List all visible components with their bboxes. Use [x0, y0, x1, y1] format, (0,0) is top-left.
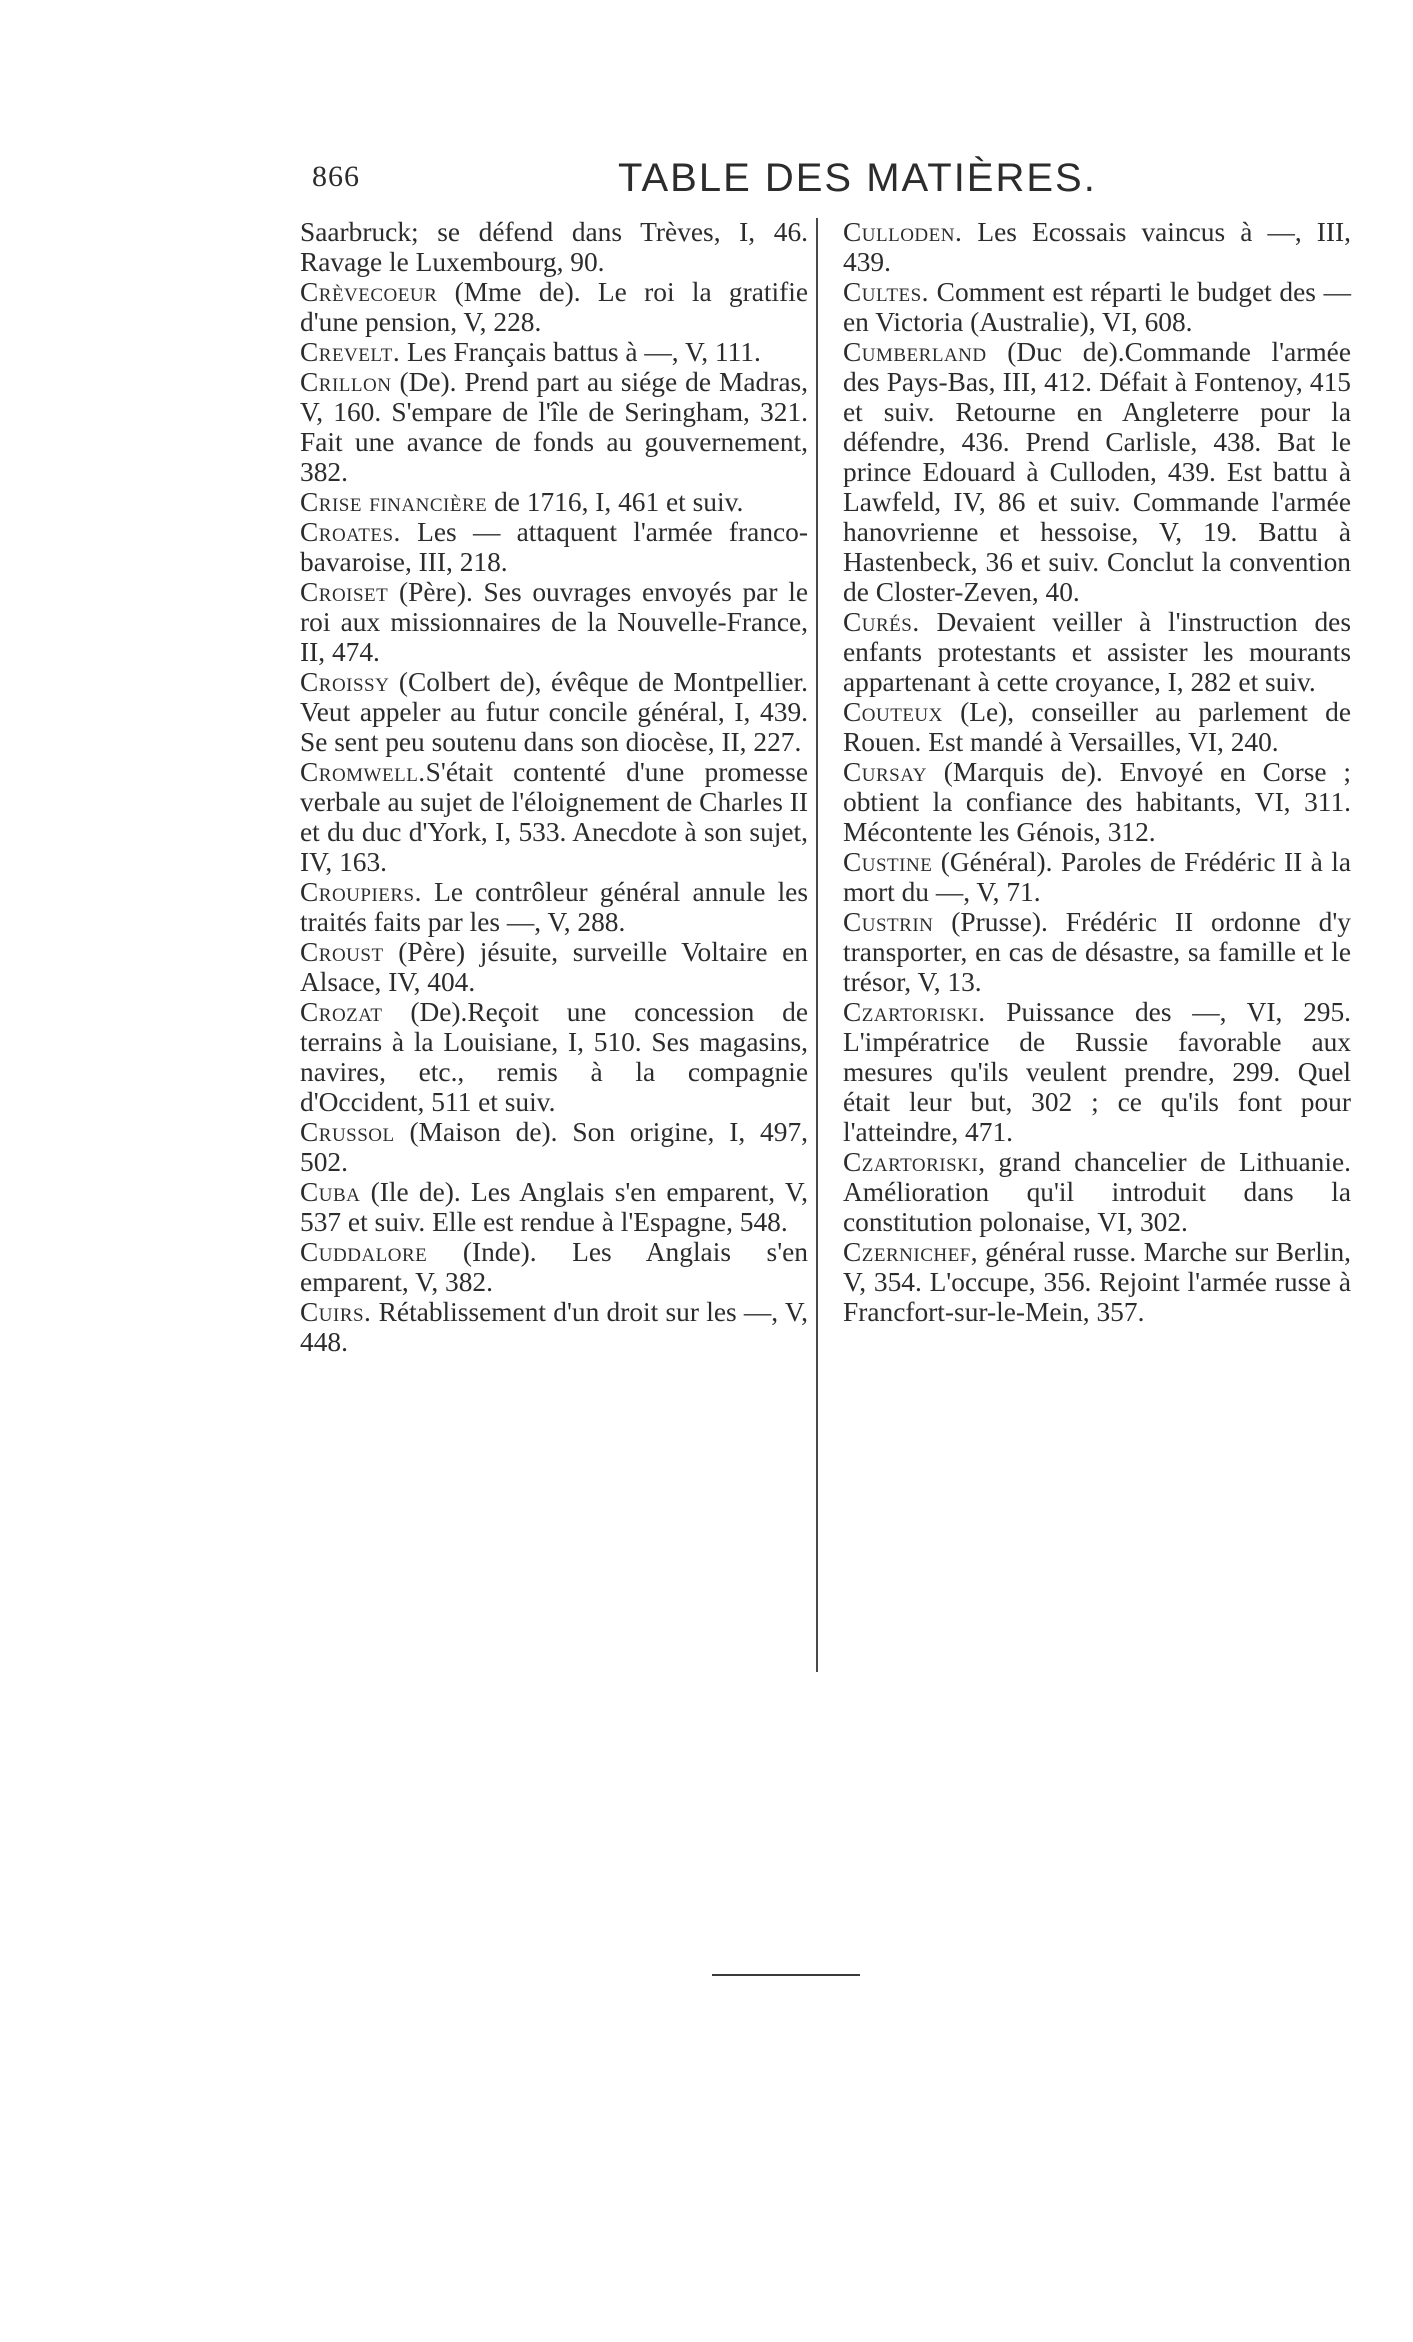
index-entry: [843, 277, 1351, 337]
index-entry: [300, 1177, 808, 1237]
entry-text: (Colbert de), évêque de Montpellier. Veut appeler au futur concile général, I, 439. Se sent peu soutenu dans son diocèse, II, 227.: [300, 667, 808, 757]
entry-text: (Général). Paroles de Frédéric II à la mort du —, V, 71.: [843, 847, 1351, 907]
index-entry: [843, 1147, 1351, 1237]
entry-text: (Père) jésuite, surveille Voltaire en Alsace, IV, 404.: [300, 937, 808, 997]
entry-text: Comment est réparti le budget des — en Victoria (Australie), VI, 608.: [843, 277, 1351, 337]
index-entry: [843, 217, 1351, 277]
index-entry: Saarbruck; se défend dans Trèves, I, 46. Ravage le Luxembourg, 90.: [300, 217, 808, 277]
entry-heading: Croust: [300, 937, 384, 967]
page-number: 866: [312, 160, 360, 193]
index-entry: [843, 337, 1351, 607]
index-entry: [843, 757, 1351, 847]
index-entry: [843, 697, 1351, 757]
entry-text: (Ile de). Les Anglais s'en emparent, V, 537 et suiv. Elle est rendue à l'Espagne, 548.: [300, 1177, 808, 1237]
entry-heading: Croiset: [300, 577, 389, 607]
entry-heading: Croissy: [300, 667, 390, 697]
entry-text: (Prusse). Frédéric II ordonne d'y transporter, en cas de désastre, sa famille et le trésor, V, 13.: [843, 907, 1351, 997]
entry-text: (De).Reçoit une concession de terrains à la Louisiane, I, 510. Ses magasins, navires, etc., remis à la compagnie d'Occident, 511 et suiv.: [300, 997, 808, 1117]
index-entry: [300, 997, 808, 1117]
entry-heading: Croates.: [300, 517, 401, 547]
entry-text: , grand chancelier de Lithuanie. Amélioration qu'il introduit dans la constitution polonaise, VI, 302.: [843, 1147, 1351, 1237]
entry-heading: Crozat: [300, 997, 383, 1027]
entry-text: S'était contenté d'une promesse verbale au sujet de l'éloignement de Charles II et du duc d'York, I, 533. Anecdote à son sujet, IV, 163.: [300, 757, 808, 877]
entry-text: Le contrôleur général annule les traités faits par les —, V, 288.: [300, 877, 808, 937]
index-entry: [300, 667, 808, 757]
entry-heading: Crevelt.: [300, 337, 401, 367]
entry-heading: Cuba: [300, 1177, 361, 1207]
entry-heading: Cumberland: [843, 337, 987, 367]
right-column: [843, 217, 1351, 1327]
entry-text: (De). Prend part au siége de Madras, V, 160. S'empare de l'île de Seringham, 321. Fait une avance de fonds au gouvernement, 382.: [300, 367, 808, 487]
entry-text: Les Ecossais vaincus à —, III, 439.: [843, 217, 1351, 277]
entry-heading: Cuddalore: [300, 1237, 428, 1267]
index-entry: [300, 487, 808, 517]
entry-heading: Cursay: [843, 757, 927, 787]
index-entry: [300, 277, 808, 337]
entry-heading: Curés.: [843, 607, 920, 637]
entry-heading: Cuirs.: [300, 1297, 372, 1327]
entry-text: , général russe. Marche sur Berlin, V, 354. L'occupe, 356. Rejoint l'armée russe à Francfort-sur-le-Mein, 357.: [843, 1237, 1351, 1327]
entry-heading: Custine: [843, 847, 933, 877]
index-entry: [300, 757, 808, 877]
entry-text: (Père). Ses ouvrages envoyés par le roi aux missionnaires de la Nouvelle-France, II, 474.: [300, 577, 808, 667]
index-entry: [300, 1117, 808, 1177]
entry-heading: Czernichef: [843, 1237, 971, 1267]
index-entry: [843, 997, 1351, 1147]
index-entry: [843, 1237, 1351, 1327]
entry-text: Puissance des —, VI, 295. L'impératrice de Russie favorable aux mesures qu'ils veulent prendre, 299. Quel était leur but, 302 ; ce qu'ils font pour l'atteindre, 471.: [843, 997, 1351, 1147]
entry-heading: Crèvecoeur: [300, 277, 438, 307]
index-entry: [843, 847, 1351, 907]
index-entry: [300, 517, 808, 577]
entry-heading: Crillon: [300, 367, 392, 397]
entry-text: (Mme de). Le roi la gratifie d'une pension, V, 228.: [300, 277, 808, 337]
entry-heading: Crise financière: [300, 487, 488, 517]
entry-text: de 1716, I, 461 et suiv.: [487, 487, 744, 517]
index-entry: [843, 607, 1351, 697]
entry-text: Devaient veiller à l'instruction des enfants protestants et assister les mourants appartenant à cette croyance, I, 282 et suiv.: [843, 607, 1351, 697]
index-entry: [300, 577, 808, 667]
column-divider: [816, 218, 818, 1672]
entry-text: (Inde). Les Anglais s'en emparent, V, 382.: [300, 1237, 808, 1297]
index-entry: [300, 877, 808, 937]
end-rule: [712, 1974, 860, 1976]
entry-heading: Crussol: [300, 1117, 395, 1147]
index-entry: [300, 937, 808, 997]
left-column: [300, 217, 808, 1357]
entry-text: Les Français battus à —, V, 111.: [400, 337, 761, 367]
entry-text: (Marquis de). Envoyé en Corse ; obtient la confiance des habitants, VI, 311. Mécontente les Génois, 312.: [843, 757, 1351, 847]
entry-text: (Le), conseiller au parlement de Rouen. Est mandé à Versailles, VI, 240.: [843, 697, 1351, 757]
entry-text: Rétablissement d'un droit sur les —, V, 448.: [300, 1297, 808, 1357]
entry-heading: Cromwell.: [300, 757, 426, 787]
entry-heading: Croupiers.: [300, 877, 422, 907]
entry-text: Les — attaquent l'armée franco-bavaroise, III, 218.: [300, 517, 808, 577]
entry-heading: Custrin: [843, 907, 934, 937]
entry-text: (Maison de). Son origine, I, 497, 502.: [300, 1117, 808, 1177]
page-title: TABLE DES MATIÈRES.: [618, 156, 1097, 200]
index-entry: [300, 1297, 808, 1357]
entry-heading: Czartoriski: [843, 1147, 979, 1177]
entry-heading: Culloden.: [843, 217, 963, 247]
entry-heading: Cultes.: [843, 277, 929, 307]
index-entry: [300, 337, 808, 367]
entry-heading: Couteux: [843, 697, 943, 727]
entry-text: (Duc de).Commande l'armée des Pays-Bas, III, 412. Défait à Fontenoy, 415 et suiv. Retourne en Angleterre pour la défendre, 436. Prend Carlisle, 438. Bat le prince Edouard à Culloden, 439. Est battu à Lawfeld, IV, 86 et suiv. Commande l'armée hanovrienne et hessoise, V, 19. Battu à Hastenbeck, 36 et suiv. Conclut la convention de Closter-Zeven, 40.: [843, 337, 1351, 607]
index-entry: [300, 367, 808, 487]
index-entry: [843, 907, 1351, 997]
index-entry: [300, 1237, 808, 1297]
entry-heading: Czartoriski.: [843, 997, 986, 1027]
